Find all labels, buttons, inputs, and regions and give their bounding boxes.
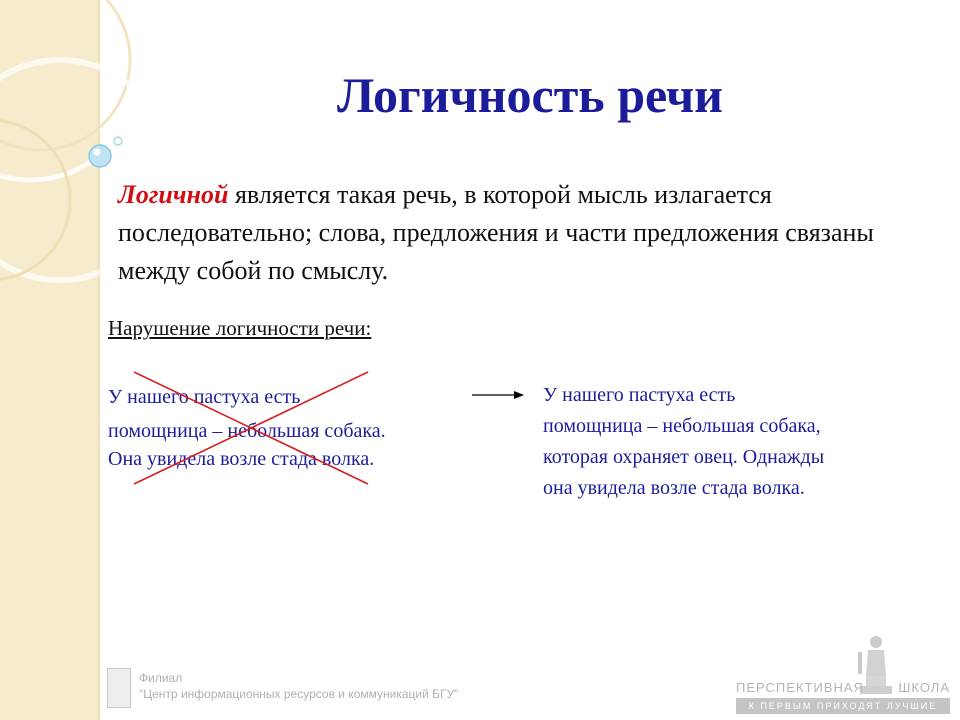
correct-example bbox=[543, 380, 933, 504]
violation-heading: Нарушение логичности речи: bbox=[108, 316, 372, 340]
definition-text: является такая речь, в которой мысль излагается последовательно; слова, предложения и части предложения связаны между собой по смыслу. bbox=[118, 180, 874, 285]
branch-logo-icon bbox=[107, 668, 131, 708]
brand-word: ПЕРСПЕКТИВНАЯ bbox=[736, 680, 864, 695]
brand-tagline: К ПЕРВЫМ ПРИХОДЯТ ЛУЧШИЕ bbox=[736, 698, 950, 714]
branch-line: "Центр информационных ресурсов и коммуникаций БГУ" bbox=[139, 687, 459, 701]
correct-example-line: которая охраняет овец. Однажды bbox=[543, 446, 825, 468]
correct-example-line: помощница – небольшая собака, bbox=[543, 415, 821, 437]
definition-term: Логичной bbox=[118, 180, 229, 209]
brand-word: ШКОЛА bbox=[898, 680, 950, 695]
correct-example-line: У нашего пастуха есть bbox=[543, 384, 736, 406]
school-logo bbox=[736, 632, 952, 716]
wrong-example-line: У нашего пастуха есть bbox=[108, 386, 301, 408]
branch-text bbox=[139, 670, 458, 702]
footer-branch bbox=[107, 666, 527, 710]
correct-example-line: она увидела возле стада волка. bbox=[543, 477, 805, 499]
definition-paragraph bbox=[118, 176, 918, 290]
wrong-example-line: Она увидела возле стада волка. bbox=[108, 448, 375, 470]
arrow-right-icon bbox=[470, 388, 526, 402]
strike-cross-icon bbox=[120, 366, 380, 490]
page-title: Логичность речи bbox=[337, 67, 723, 123]
branch-line: Филиал bbox=[139, 671, 183, 685]
wrong-example-line: помощница – небольшая собака. bbox=[108, 420, 386, 442]
